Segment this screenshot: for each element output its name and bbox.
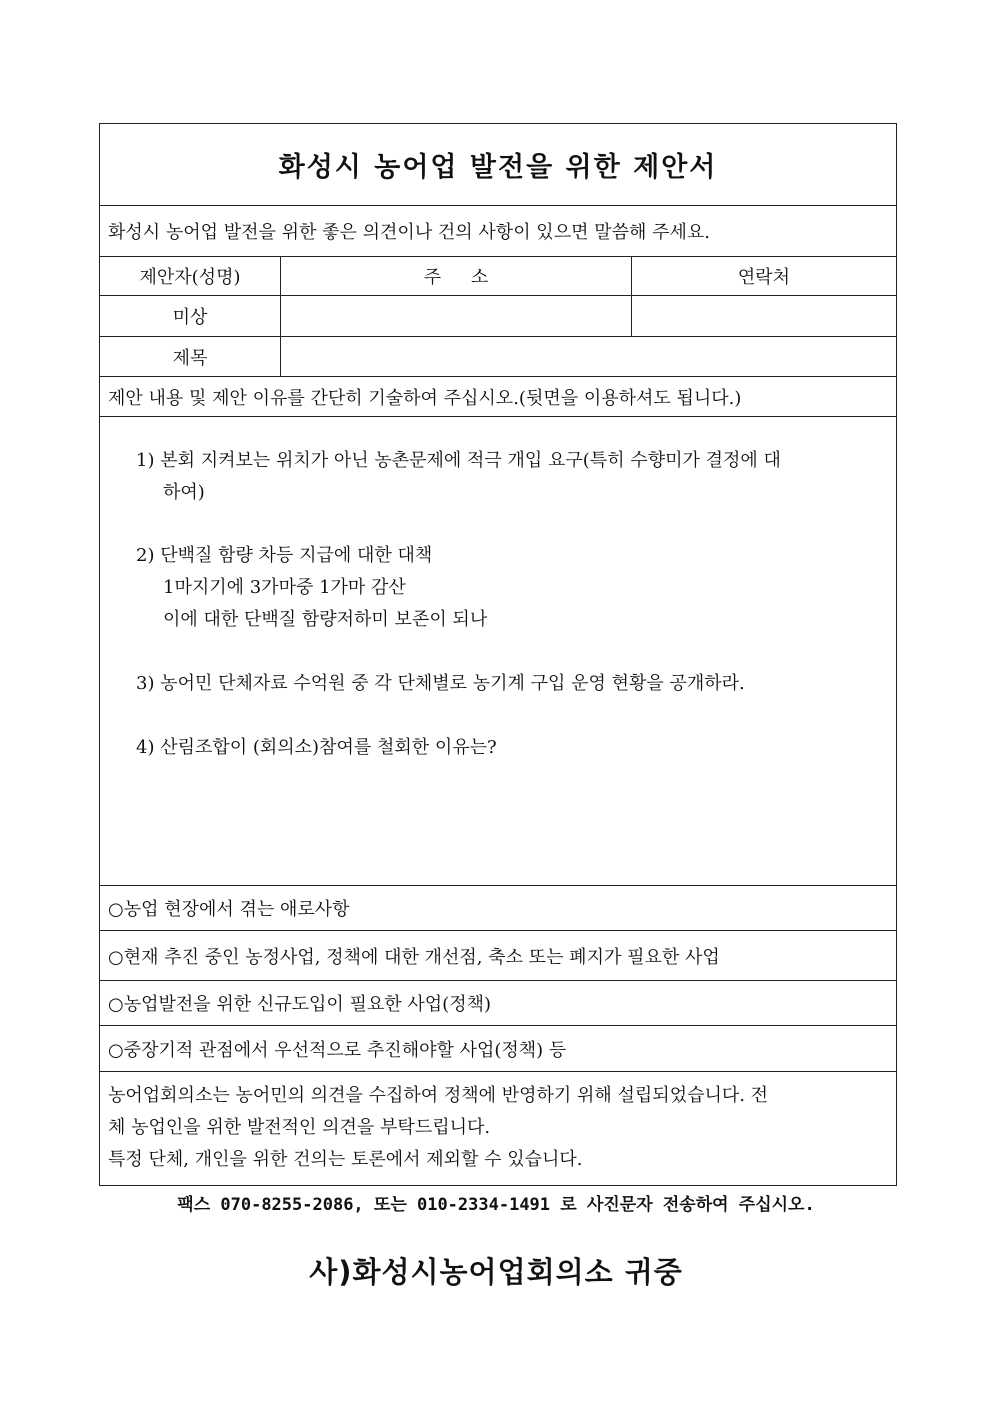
proposal-item-3 xyxy=(136,668,876,700)
proposal-form xyxy=(99,123,897,1186)
proposal-item-1 xyxy=(136,445,876,509)
form-title: 화성시 농어업 발전을 위한 제안서 xyxy=(100,124,896,206)
item-line: 2) 단백질 함량 차등 지급에 대한 대책 xyxy=(136,545,433,566)
address-cell[interactable] xyxy=(281,296,632,336)
proposer-name-cell[interactable]: 미상 xyxy=(100,296,281,336)
closing-note xyxy=(100,1072,896,1184)
checklist-item-2: ○현재 추진 중인 농정사업, 정책에 대한 개선점, 축소 또는 폐지가 필요한 사업 xyxy=(100,931,896,981)
intro-text: 화성시 농어업 발전을 위한 좋은 의견이나 건의 사항이 있으면 말씀해 주세요. xyxy=(100,206,896,257)
content-area[interactable] xyxy=(100,417,896,886)
checklist-item-4: ○중장기적 관점에서 우선적으로 추진해야할 사업(정책) 등 xyxy=(100,1026,896,1072)
item-line: 하여) xyxy=(163,482,205,503)
checklist-item-3: ○농업발전을 위한 신규도입이 필요한 사업(정책) xyxy=(100,981,896,1026)
fax-instruction: 팩스 070-8255-2086, 또는 010-2334-1491 로 사진문자 전송하여 주십시오. xyxy=(177,1195,815,1215)
item-line: 1마지기에 3가마중 1가마 감산 xyxy=(163,577,406,598)
proposal-item-2 xyxy=(136,540,876,636)
closing-line: 농어업회의소는 농어민의 의견을 수집하여 정책에 반영하기 위해 설립되었습니다. 전 xyxy=(108,1085,769,1106)
header-proposer: 제안자(성명) xyxy=(100,257,281,295)
subject-label: 제목 xyxy=(100,337,281,376)
closing-line: 체 농업인을 위한 발전적인 의견을 부탁드립니다. xyxy=(108,1117,491,1138)
subject-row xyxy=(100,337,896,377)
organization-name: 사)화성시농어업회의소 귀중 xyxy=(309,1255,683,1289)
proposal-item-4 xyxy=(136,732,876,764)
contact-cell[interactable] xyxy=(632,296,896,336)
content-instruction: 제안 내용 및 제안 이유를 간단히 기술하여 주십시오.(뒷면을 이용하셔도 됩니다.) xyxy=(100,377,896,417)
item-line: 이에 대한 단백질 함량저하미 보존이 되나 xyxy=(163,609,488,630)
proposer-row xyxy=(100,296,896,337)
item-line: 1) 본회 지켜보는 위치가 아닌 농촌문제에 적극 개입 요구(특히 수향미가 결정에 대 xyxy=(136,450,781,471)
table-header-row xyxy=(100,257,896,296)
header-address: 주 소 xyxy=(281,257,632,295)
item-line: 4) 산림조합이 (회의소)참여를 철회한 이유는? xyxy=(136,737,497,758)
checklist-item-1: ○농업 현장에서 겪는 애로사항 xyxy=(100,886,896,931)
item-line: 3) 농어민 단체자료 수억원 중 각 단체별로 농기계 구입 운영 현황을 공개하라. xyxy=(136,673,745,694)
subject-cell[interactable] xyxy=(281,337,896,376)
header-contact: 연락처 xyxy=(737,267,791,288)
closing-line: 특정 단체, 개인을 위한 건의는 토론에서 제외할 수 있습니다. xyxy=(108,1149,583,1170)
